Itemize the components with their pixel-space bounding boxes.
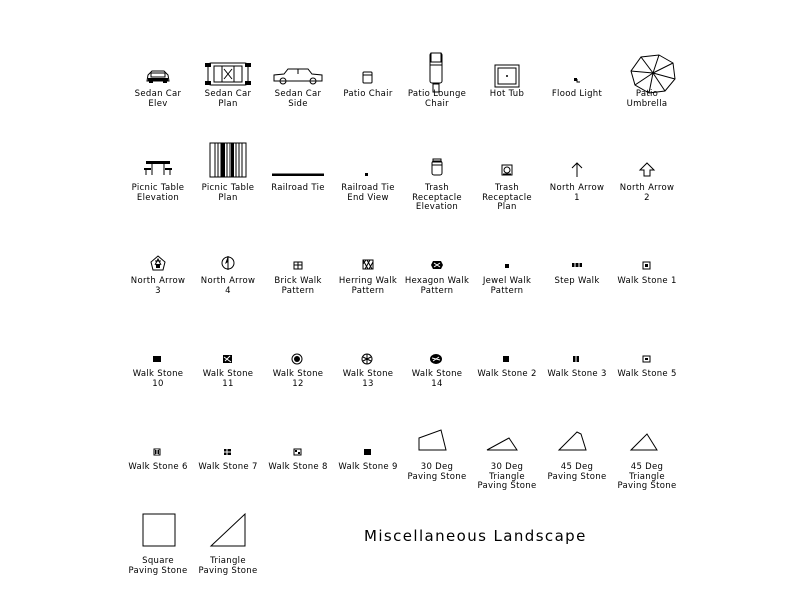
symbol-label: Walk Stone 5 xyxy=(617,369,677,379)
walk-stone-11-icon xyxy=(188,327,268,373)
symbol-patio-lounge-chair xyxy=(397,47,477,123)
symbol-walk-stone-11 xyxy=(188,327,268,403)
symbol-label: Walk Stone 14 xyxy=(411,369,463,389)
north-arrow-4-icon xyxy=(188,234,268,280)
triangle-paving-icon xyxy=(188,514,268,560)
symbol-label: Brick Walk Pattern xyxy=(274,276,322,296)
sedan-plan-icon xyxy=(188,47,268,93)
symbol-north-arrow-3 xyxy=(118,234,198,310)
symbol-label: Walk Stone 11 xyxy=(202,369,254,389)
symbol-walk-stone-3 xyxy=(537,327,617,403)
symbol-trash-plan xyxy=(467,141,547,217)
walk-stone-6-icon xyxy=(118,420,198,466)
symbol-label: Hot Tub xyxy=(489,89,525,99)
sedan-elev-icon xyxy=(118,47,198,93)
symbol-patio-chair xyxy=(328,47,408,123)
picnic-table-elev-icon xyxy=(118,141,198,187)
symbol-label: Walk Stone 6 xyxy=(128,462,188,472)
symbol-label: Walk Stone 7 xyxy=(198,462,258,472)
symbol-label: Herring Walk Pattern xyxy=(338,276,398,296)
walk-stone-13-icon xyxy=(328,327,408,373)
symbol-paving-45-triangle xyxy=(607,420,687,496)
walk-stone-1-icon xyxy=(607,234,687,280)
picnic-table-plan-icon xyxy=(188,141,268,187)
patio-lounge-chair-icon xyxy=(397,47,477,93)
symbol-north-arrow-2 xyxy=(607,141,687,217)
symbol-sedan-plan xyxy=(188,47,268,123)
patio-chair-icon xyxy=(328,47,408,93)
symbol-label: North Arrow 2 xyxy=(619,183,675,203)
symbol-label: Railroad Tie End View xyxy=(341,183,395,203)
symbol-jewel-walk xyxy=(467,234,547,310)
symbol-label: Walk Stone 10 xyxy=(132,369,184,389)
paving-30-triangle-icon xyxy=(467,420,547,466)
symbol-label: Step Walk xyxy=(554,276,600,286)
symbol-label: Walk Stone 1 xyxy=(617,276,677,286)
walk-stone-3-icon xyxy=(537,327,617,373)
walk-stone-7-icon xyxy=(188,420,268,466)
symbol-paving-30-triangle xyxy=(467,420,547,496)
symbol-label: Walk Stone 9 xyxy=(338,462,398,472)
symbol-sedan-elev xyxy=(118,47,198,123)
walk-stone-9-icon xyxy=(328,420,408,466)
symbol-label: Triangle Paving Stone xyxy=(198,556,258,576)
railroad-tie-icon xyxy=(258,141,338,187)
paving-45-icon xyxy=(537,420,617,466)
herring-walk-icon xyxy=(328,234,408,280)
flood-light-icon xyxy=(537,47,617,93)
symbol-label: North Arrow 4 xyxy=(200,276,256,296)
symbol-label: Walk Stone 13 xyxy=(342,369,394,389)
sheet-title: Miscellaneous Landscape xyxy=(364,527,587,545)
hexagon-walk-icon xyxy=(397,234,477,280)
walk-stone-8-icon xyxy=(258,420,338,466)
walk-stone-5-icon xyxy=(607,327,687,373)
symbol-label: 45 Deg Paving Stone xyxy=(547,462,607,482)
symbol-square-paving xyxy=(118,514,198,590)
symbol-label: 45 Deg Triangle Paving Stone xyxy=(617,462,677,491)
symbol-hot-tub xyxy=(467,47,547,123)
symbol-picnic-table-plan xyxy=(188,141,268,217)
step-walk-icon xyxy=(537,234,617,280)
symbol-sedan-side xyxy=(258,47,338,123)
paving-30-icon xyxy=(397,420,477,466)
symbol-patio-umbrella xyxy=(607,47,687,123)
symbol-label: Sedan Car Side xyxy=(274,89,322,109)
symbol-walk-stone-12 xyxy=(258,327,338,403)
symbol-label: Trash Receptacle Plan xyxy=(482,183,532,212)
trash-plan-icon xyxy=(467,141,547,187)
symbol-label: Patio Chair xyxy=(343,89,393,99)
symbol-label: Flood Light xyxy=(551,89,603,99)
symbol-walk-stone-14 xyxy=(397,327,477,403)
symbol-walk-stone-10 xyxy=(118,327,198,403)
trash-elev-icon xyxy=(397,141,477,187)
brick-walk-icon xyxy=(258,234,338,280)
symbol-walk-stone-6 xyxy=(118,420,198,496)
symbol-label: 30 Deg Triangle Paving Stone xyxy=(477,462,537,491)
sedan-side-icon xyxy=(258,47,338,93)
symbol-north-arrow-1 xyxy=(537,141,617,217)
symbol-label: Walk Stone 12 xyxy=(272,369,324,389)
symbol-label: North Arrow 3 xyxy=(130,276,186,296)
symbol-walk-stone-7 xyxy=(188,420,268,496)
railroad-tie-end-icon xyxy=(328,141,408,187)
symbol-hexagon-walk xyxy=(397,234,477,310)
symbol-flood-light xyxy=(537,47,617,123)
symbol-picnic-table-elev xyxy=(118,141,198,217)
north-arrow-1-icon xyxy=(537,141,617,187)
walk-stone-12-icon xyxy=(258,327,338,373)
symbol-label: Trash Receptacle Elevation xyxy=(412,183,462,212)
symbol-label: Railroad Tie xyxy=(271,183,325,193)
symbol-label: Picnic Table Plan xyxy=(201,183,255,203)
symbol-triangle-paving xyxy=(188,514,268,590)
symbol-label: Picnic Table Elevation xyxy=(131,183,185,203)
walk-stone-2-icon xyxy=(467,327,547,373)
symbol-walk-stone-9 xyxy=(328,420,408,496)
patio-umbrella-icon xyxy=(607,47,687,93)
symbol-brick-walk xyxy=(258,234,338,310)
symbol-herring-walk xyxy=(328,234,408,310)
symbol-walk-stone-2 xyxy=(467,327,547,403)
walk-stone-14-icon xyxy=(397,327,477,373)
symbol-railroad-tie xyxy=(258,141,338,217)
jewel-walk-icon xyxy=(467,234,547,280)
symbol-walk-stone-1 xyxy=(607,234,687,310)
symbol-label: Patio Umbrella xyxy=(626,89,668,109)
square-paving-icon xyxy=(118,514,198,560)
symbol-label: Hexagon Walk Pattern xyxy=(404,276,470,296)
hot-tub-icon xyxy=(467,47,547,93)
symbol-label: Walk Stone 2 xyxy=(477,369,537,379)
symbol-label: Walk Stone 3 xyxy=(547,369,607,379)
symbol-label: Square Paving Stone xyxy=(128,556,188,576)
symbol-north-arrow-4 xyxy=(188,234,268,310)
symbol-walk-stone-13 xyxy=(328,327,408,403)
north-arrow-3-icon xyxy=(118,234,198,280)
symbol-label: North Arrow 1 xyxy=(549,183,605,203)
symbol-label: Walk Stone 8 xyxy=(268,462,328,472)
symbol-walk-stone-5 xyxy=(607,327,687,403)
symbol-step-walk xyxy=(537,234,617,310)
symbol-label: Patio Lounge Chair xyxy=(407,89,467,109)
symbol-label: Sedan Car Plan xyxy=(204,89,252,109)
symbol-label: 30 Deg Paving Stone xyxy=(407,462,467,482)
north-arrow-2-icon xyxy=(607,141,687,187)
paving-45-triangle-icon xyxy=(607,420,687,466)
symbol-label: Jewel Walk Pattern xyxy=(482,276,532,296)
walk-stone-10-icon xyxy=(118,327,198,373)
symbol-walk-stone-8 xyxy=(258,420,338,496)
symbol-label: Sedan Car Elev xyxy=(134,89,182,109)
